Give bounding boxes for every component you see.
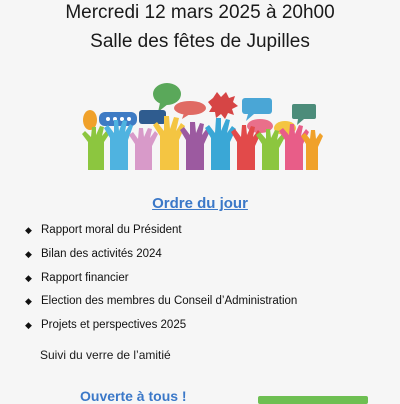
open-notice: Ouverte à tous ! [80, 388, 187, 404]
bullet-icon: ◆ [25, 296, 32, 307]
list-item: ◆ Election des membres du Conseil d’Administration [25, 295, 298, 308]
list-item: ◆ Rapport moral du Président [25, 224, 182, 236]
decorative-banner [258, 396, 368, 404]
list-item: ◆ Projets et perspectives 2025 [25, 319, 187, 332]
agenda-list [25, 223, 297, 342]
bullet-icon: ◆ [25, 272, 32, 283]
bullet-icon: ◆ [25, 320, 32, 331]
event-date: Mercredi 12 mars 2025 à 20h00 [65, 2, 335, 23]
bullet-icon: ◆ [25, 248, 32, 259]
list-item: ◆ Bilan des activités 2024 [25, 247, 162, 260]
list-item: ◆ Rapport financier [25, 271, 129, 284]
closing-note: Suivi du verre de l’amitié [40, 348, 171, 362]
agenda-title: Ordre du jour [152, 195, 248, 212]
raised-hands-speech-bubbles-icon [80, 80, 325, 170]
bullet-icon: ◆ [25, 225, 32, 235]
event-venue: Salle des fêtes de Jupilles [90, 31, 310, 52]
